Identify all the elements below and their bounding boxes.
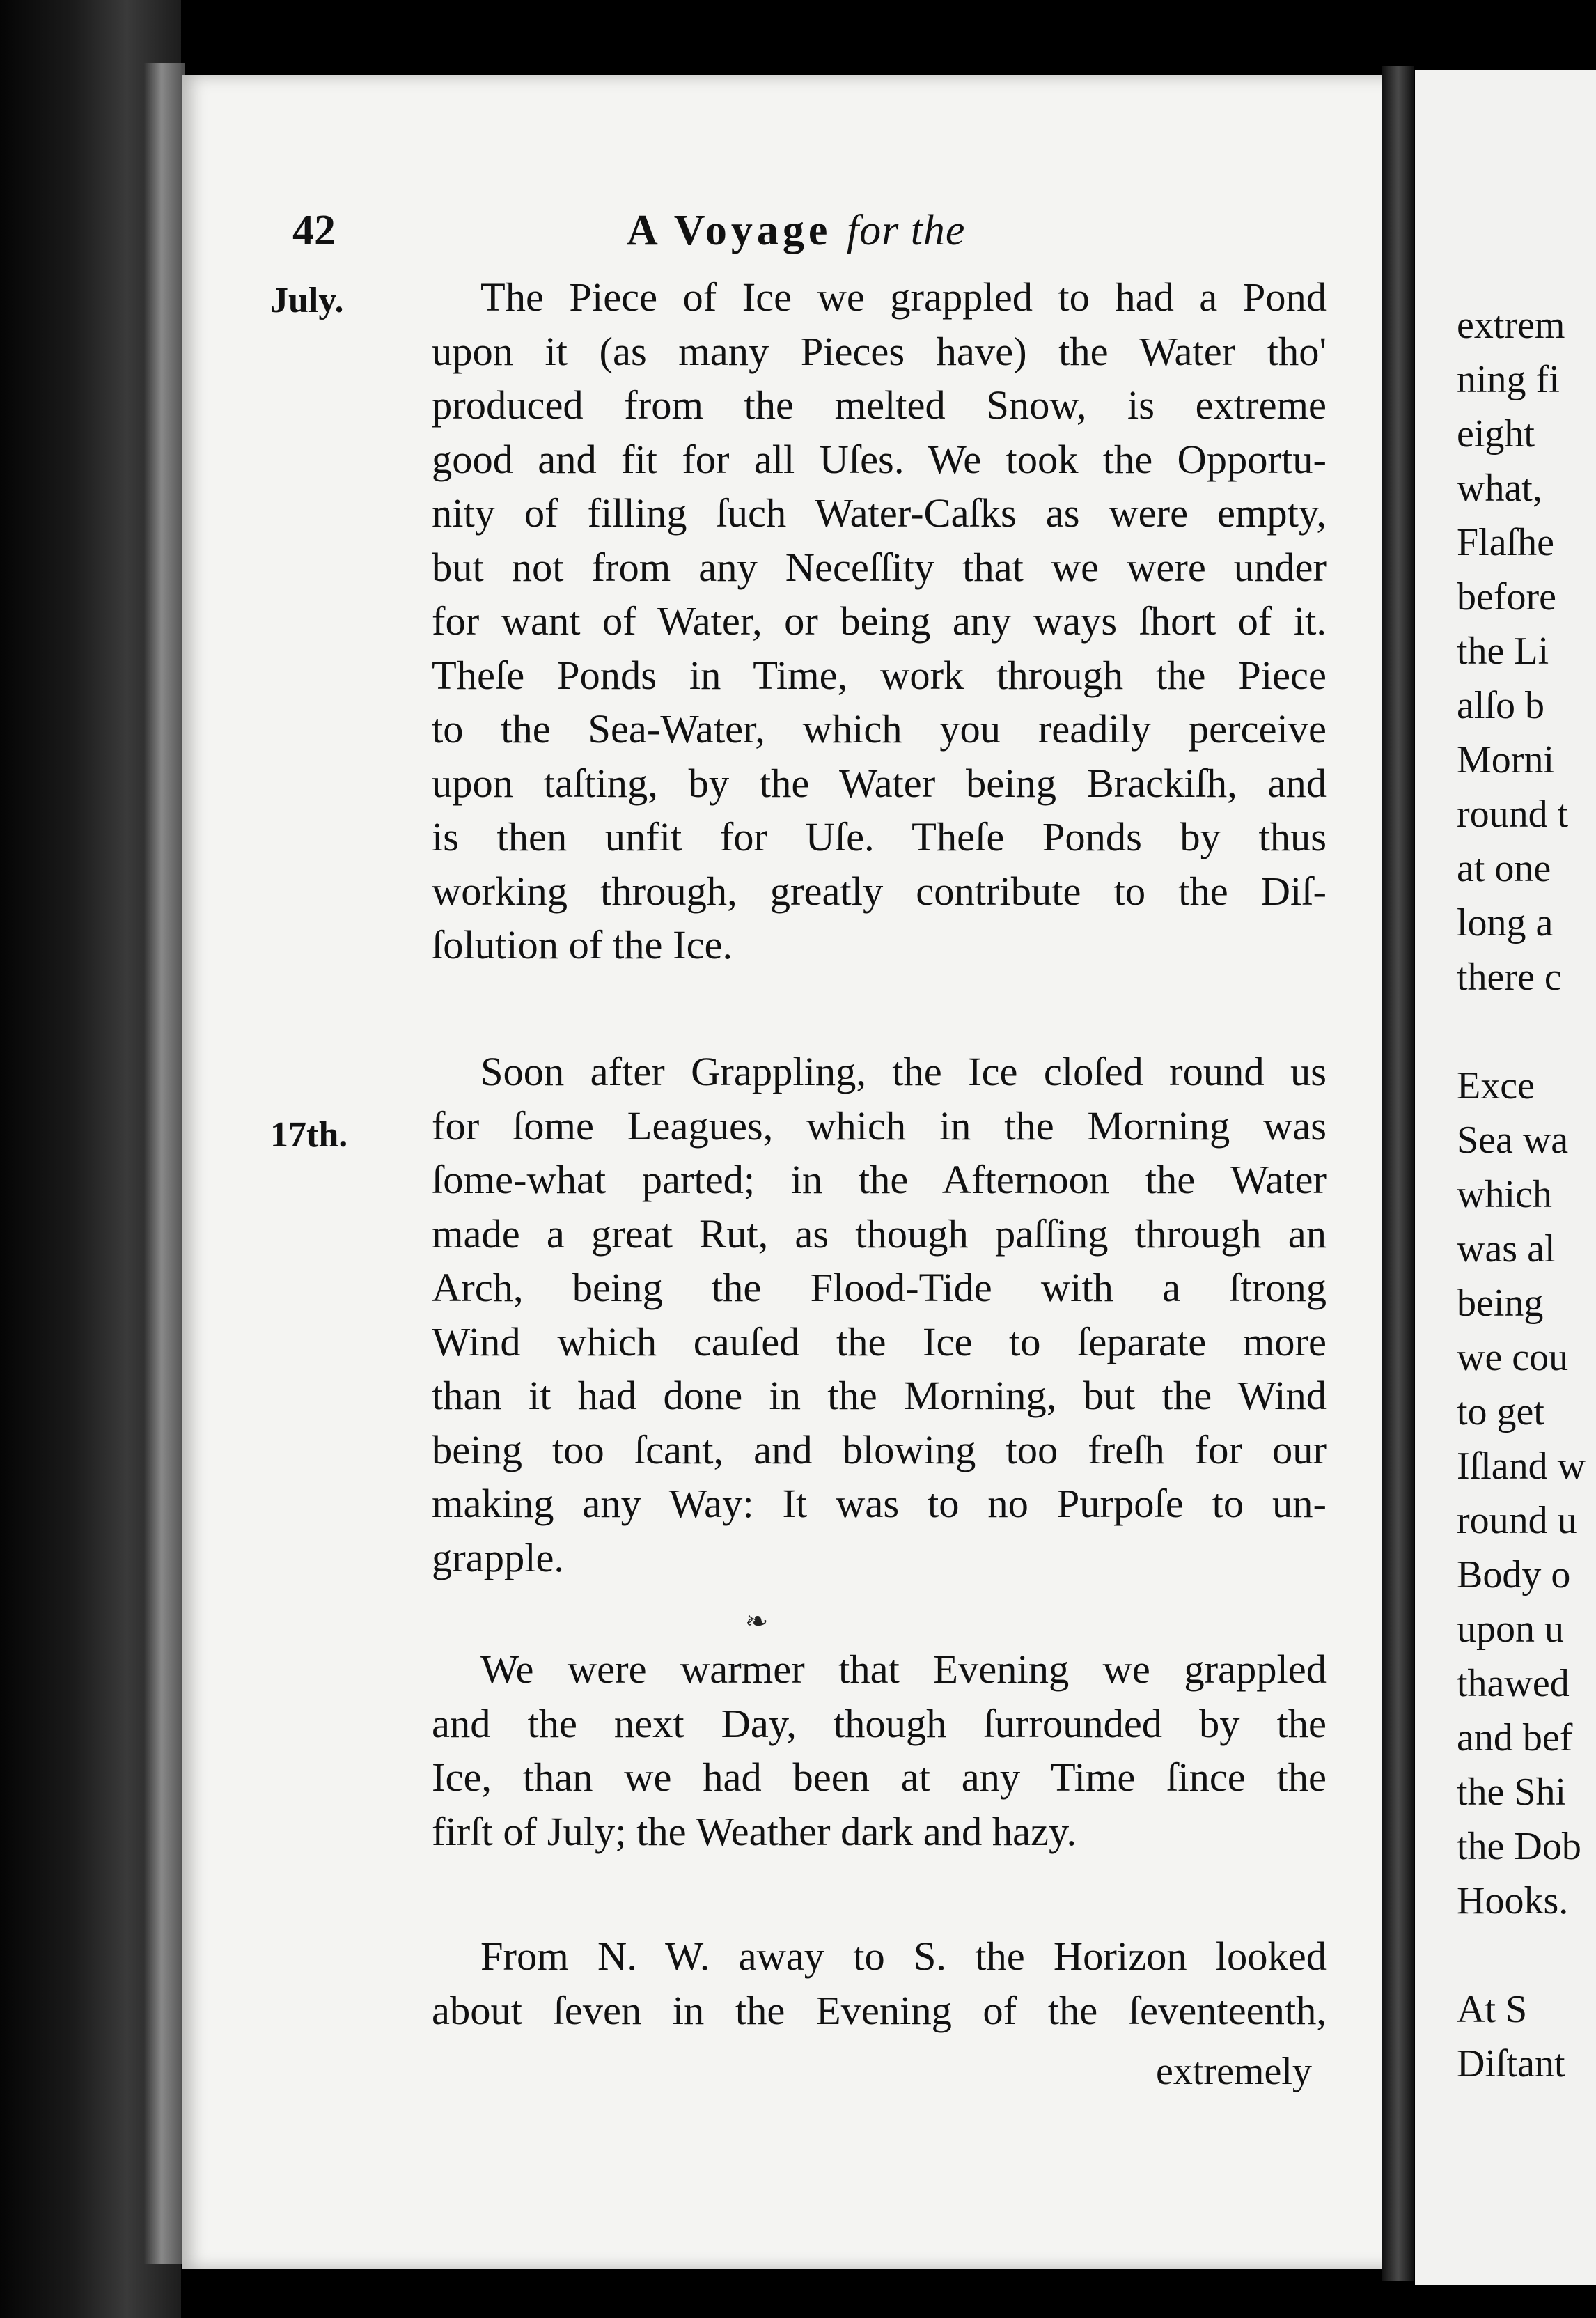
paragraph-2 [432,1045,1327,1585]
facing-line: Iſland w [1457,1445,1586,1488]
text-line: produced from the melted Snow, is extreme [432,382,1327,428]
paragraph-3 [432,1642,1327,1858]
facing-line: the Dob [1457,1825,1581,1868]
text-line: made a great Rut, as though paſſing through an [432,1211,1327,1257]
facing-line: Diſtant [1457,2042,1565,2085]
text-line: We were warmer that Evening we grappled [480,1647,1327,1692]
text-line: Soon after Grappling, the Ice cloſed round us [480,1049,1327,1094]
text-line: being too ſcant, and blowing too freſh for our [432,1426,1327,1472]
facing-line: the Shi [1457,1771,1567,1814]
facing-line: Exce [1457,1064,1535,1107]
facing-line: At S [1457,1988,1528,2031]
text-line: about ſeven in the Evening of the ſeventeenth, [432,1987,1327,2033]
facing-line: ning fi [1457,358,1560,401]
page-edge-shadow [143,63,185,2264]
text-line: grapple. [432,1534,565,1580]
text-line: making any Way: It was to no Purpoſe to un- [432,1481,1327,1526]
facing-line: round u [1457,1499,1577,1542]
running-title [627,206,965,256]
book-spine [1382,66,1414,2281]
text-line: ſolution of the Ice. [432,922,733,967]
text-line: than it had done in the Morning, but the Wind [432,1373,1327,1418]
facing-line: upon u [1457,1608,1564,1651]
facing-line: long a [1457,901,1554,944]
catchword: extremely [1156,2050,1312,2093]
facing-page-text [1457,298,1586,2091]
facing-line: to get [1457,1390,1544,1433]
facing-line: extrem [1457,304,1565,347]
facing-line: there c [1457,956,1562,999]
text-line: to the Sea-Water, which you readily perceive [432,706,1327,752]
facing-line: eight [1457,412,1535,456]
paragraph-4 [432,1929,1327,2037]
text-line: nity of filling ſuch Water-Caſks as were empty, [432,490,1327,536]
text-line: good and fit for all Uſes. We took the Opportu- [432,436,1327,482]
facing-line [1457,1928,1586,1982]
facing-line: what, [1457,467,1542,510]
facing-line: Flaſhe [1457,521,1554,564]
facing-line: round t [1457,793,1569,836]
text-line: Arch, being the Flood-Tide with a ſtrong [432,1265,1327,1310]
facing-line: being [1457,1282,1544,1325]
text-line: is then unfit for Uſe. Theſe Ponds by thus [432,814,1327,859]
facing-line: Body o [1457,1553,1571,1596]
text-line: working through, greatly contribute to the Diſ- [432,868,1327,914]
facing-line: the Li [1457,630,1549,673]
text-line: for want of Water, or being any ways ſhort of it. [432,598,1327,644]
page-number: 42 [292,207,336,254]
text-line: but not from any Neceſſity that we were under [432,544,1327,590]
text-line: Ice, than we had been at any Time ſince the [432,1755,1327,1800]
facing-line: which [1457,1173,1552,1216]
facing-line [1457,1004,1586,1059]
text-line: From N. W. away to S. the Horizon looked [480,1934,1327,1979]
text-line: firſt of July; the Weather dark and hazy. [432,1808,1077,1854]
facing-line: Sea wa [1457,1119,1569,1162]
printer-ornament: ❧ [745,1605,769,1638]
facing-line: alſo b [1457,684,1544,727]
running-header [292,206,1337,269]
text-line: and the next Day, though ſurrounded by the [432,1700,1327,1746]
text-line: The Piece of Ice we grappled to had a Pond [480,274,1327,320]
margin-note-day: 17th. [270,1115,348,1155]
facing-line: before [1457,575,1557,619]
text-line: upon it (as many Pieces have) the Water tho' [432,328,1327,374]
facing-line: Hooks. [1457,1879,1569,1922]
text-line: Wind which cauſed the Ice to ſeparate more [432,1319,1327,1364]
text-line: upon taſting, by the Water being Brackiſh, and [432,760,1327,806]
margin-note-month: July. [270,281,344,320]
facing-line: thawed [1457,1662,1570,1705]
facing-line: was al [1457,1227,1556,1270]
text-line: for ſome Leagues, which in the Morning was [432,1103,1327,1149]
facing-line: and bef [1457,1716,1573,1759]
running-title-italic: for the [846,207,966,254]
text-line: ſome-what parted; in the Afternoon the Water [432,1157,1327,1202]
facing-line: Morni [1457,738,1554,781]
facing-line: at one [1457,847,1551,890]
paragraph-1 [432,270,1327,972]
facing-line: we cou [1457,1336,1569,1379]
running-title-caps: A Voyage [627,207,832,254]
text-line: Theſe Ponds in Time, work through the Piece [432,652,1327,698]
